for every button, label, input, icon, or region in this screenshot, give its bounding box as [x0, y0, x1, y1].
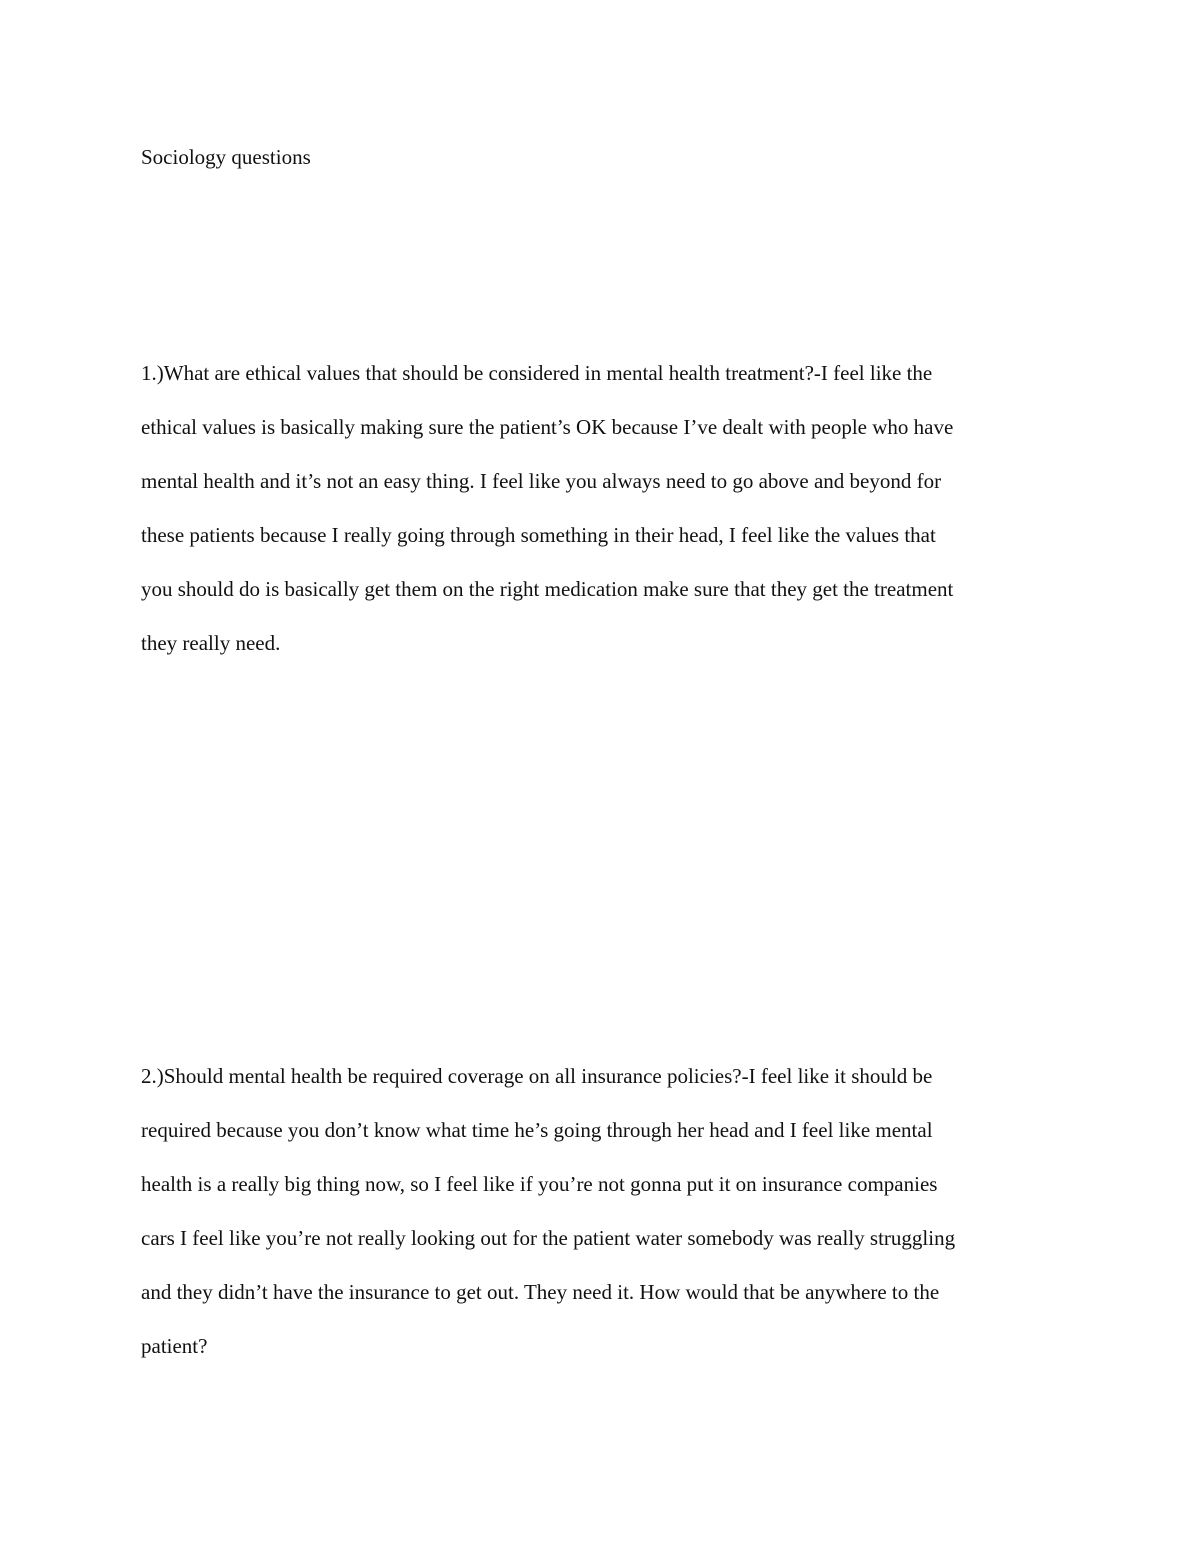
question-2-line: and they didn’t have the insurance to get out. They need it. How would that be anywhere to the [141, 1280, 940, 1304]
question-1-line: mental health and it’s not an easy thing. I feel like you always need to go above and beyond for [141, 469, 942, 493]
question-1-line: these patients because I really going through something in their head, I feel like the values that [141, 523, 936, 547]
question-2-line: health is a really big thing now, so I feel like if you’re not gonna put it on insurance companies [141, 1172, 938, 1196]
question-2-line: patient? [141, 1334, 208, 1358]
question-1-line: 1.)What are ethical values that should be considered in mental health treatment?-I feel like the [141, 361, 933, 385]
question-2-line: cars I feel like you’re not really looking out for the patient water somebody was really struggling [141, 1226, 956, 1250]
question-2-paragraph [141, 1062, 1061, 1386]
question-1-paragraph [141, 359, 1061, 683]
document-title: Sociology questions [141, 145, 311, 169]
question-2-line: required because you don’t know what time he’s going through her head and I feel like mental [141, 1118, 933, 1142]
question-1-line: they really need. [141, 631, 281, 655]
question-2-line: 2.)Should mental health be required coverage on all insurance policies?-I feel like it should be [141, 1064, 933, 1088]
question-1-line: ethical values is basically making sure the patient’s OK because I’ve dealt with people who have [141, 415, 954, 439]
question-1-line: you should do is basically get them on the right medication make sure that they get the treatment [141, 577, 954, 601]
